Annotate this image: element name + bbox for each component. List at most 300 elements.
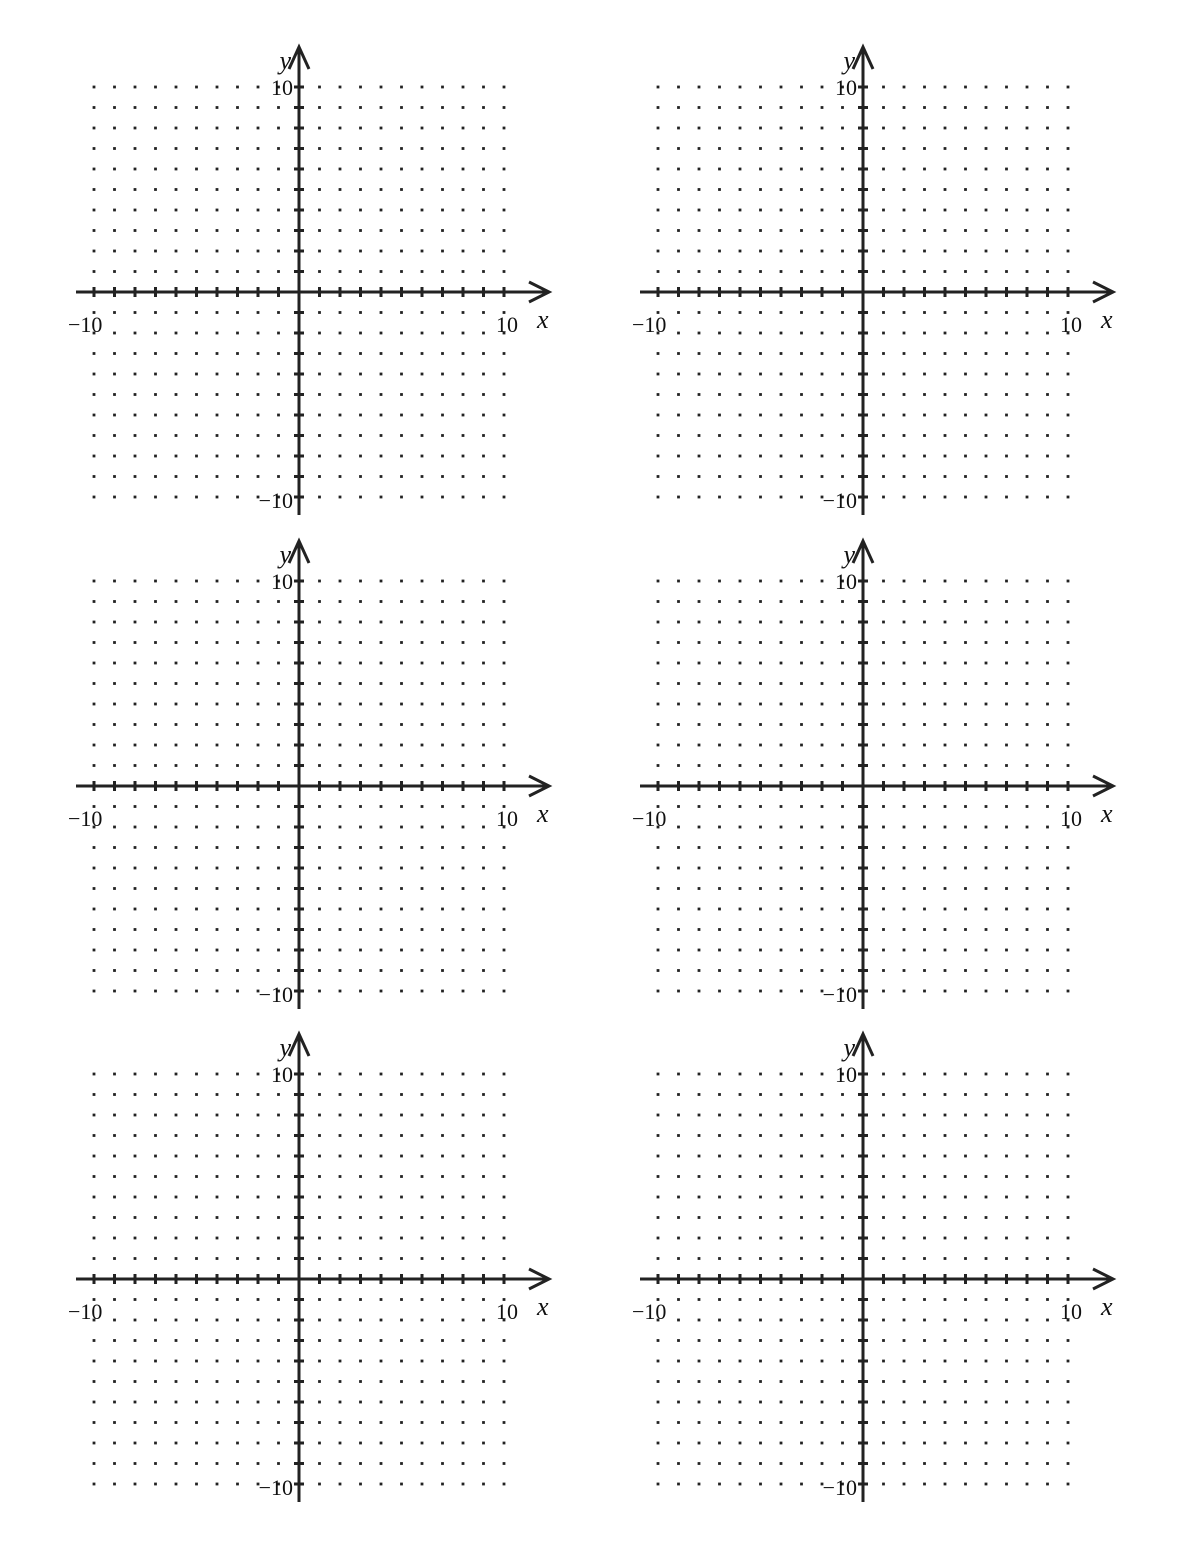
grid-dot — [821, 600, 824, 603]
grid-dot — [257, 1442, 260, 1445]
grid-dot — [318, 826, 321, 829]
grid-dot — [318, 270, 321, 273]
grid-dot — [698, 723, 701, 726]
grid-dot — [154, 1339, 157, 1342]
grid-dot — [882, 662, 885, 665]
grid-dot — [944, 1298, 947, 1301]
grid-dot — [944, 867, 947, 870]
grid-dot — [841, 1155, 844, 1158]
grid-dot — [359, 1319, 362, 1322]
grid-dot — [421, 1114, 424, 1117]
grid-dot — [380, 723, 383, 726]
grid-dot — [800, 1462, 803, 1465]
grid-dot — [780, 250, 783, 253]
grid-dot — [1026, 1298, 1029, 1301]
grid-dot — [462, 621, 465, 624]
grid-dot — [134, 1442, 137, 1445]
grid-dot — [903, 1114, 906, 1117]
grid-dot — [698, 1237, 701, 1240]
grid-dot — [944, 1216, 947, 1219]
grid-dot — [339, 641, 342, 644]
grid-dot — [964, 475, 967, 478]
grid-dot — [93, 1257, 96, 1260]
grid-dot — [277, 887, 280, 890]
grid-dot — [482, 969, 485, 972]
grid-dot — [1067, 580, 1070, 583]
grid-dot — [216, 600, 219, 603]
grid-dot — [1005, 188, 1008, 191]
grid-dot — [985, 744, 988, 747]
grid-dot — [759, 311, 762, 314]
grid-dot — [195, 332, 198, 335]
x-max-tick-label: 10 — [496, 806, 518, 831]
grid-dot — [657, 455, 660, 458]
grid-dot — [134, 1257, 137, 1260]
grid-dot — [318, 496, 321, 499]
grid-dot — [1067, 1237, 1070, 1240]
grid-dot — [718, 1360, 721, 1363]
grid-dot — [318, 1196, 321, 1199]
grid-dot — [503, 1093, 506, 1096]
grid-dot — [257, 662, 260, 665]
grid-dot — [216, 682, 219, 685]
grid-dot — [400, 168, 403, 171]
grid-dot — [964, 127, 967, 130]
grid-dot — [175, 475, 178, 478]
grid-dot — [800, 826, 803, 829]
grid-dot — [677, 662, 680, 665]
grid-dot — [482, 1339, 485, 1342]
grid-dot — [113, 1462, 116, 1465]
grid-dot — [841, 1196, 844, 1199]
grid-dot — [903, 600, 906, 603]
grid-dot — [923, 168, 926, 171]
grid-dot — [944, 887, 947, 890]
grid-dot — [841, 1339, 844, 1342]
grid-dot — [503, 580, 506, 583]
grid-dot — [657, 1155, 660, 1158]
grid-dot — [257, 475, 260, 478]
grid-dot — [1067, 270, 1070, 273]
grid-dot — [134, 332, 137, 335]
grid-dot — [257, 805, 260, 808]
grid-dot — [93, 1401, 96, 1404]
grid-dot — [1067, 949, 1070, 952]
x-axis-label: x — [537, 305, 549, 334]
grid-dot — [739, 188, 742, 191]
grid-dot — [277, 1196, 280, 1199]
grid-dot — [1026, 1483, 1029, 1486]
grid-dot — [380, 106, 383, 109]
grid-dot — [195, 168, 198, 171]
grid-dot — [821, 1298, 824, 1301]
grid-dot — [441, 1237, 444, 1240]
grid-dot — [318, 311, 321, 314]
grid-dot — [657, 1134, 660, 1137]
grid-dot — [400, 641, 403, 644]
grid-dot — [154, 1483, 157, 1486]
grid-dot — [441, 1073, 444, 1076]
grid-dot — [195, 1237, 198, 1240]
coordinate-grid-3 — [68, 540, 549, 1009]
grid-dot — [1026, 1155, 1029, 1158]
grid-dot — [698, 1114, 701, 1117]
grid-dot — [195, 723, 198, 726]
grid-dot — [1067, 1360, 1070, 1363]
grid-dot — [318, 1093, 321, 1096]
grid-dot — [113, 127, 116, 130]
grid-dot — [318, 86, 321, 89]
grid-dot — [1067, 229, 1070, 232]
grid-dot — [1067, 764, 1070, 767]
grid-dot — [821, 1380, 824, 1383]
grid-dot — [216, 168, 219, 171]
grid-dot — [739, 1421, 742, 1424]
grid-dot — [964, 147, 967, 150]
grid-dot — [195, 1339, 198, 1342]
grid-dot — [903, 1175, 906, 1178]
grid-dot — [1005, 311, 1008, 314]
grid-dot — [359, 928, 362, 931]
grid-dot — [113, 1216, 116, 1219]
grid-dot — [698, 352, 701, 355]
grid-dot — [441, 475, 444, 478]
grid-dot — [503, 641, 506, 644]
grid-dot — [154, 641, 157, 644]
grid-dot — [1067, 1401, 1070, 1404]
grid-dot — [154, 1073, 157, 1076]
grid-dot — [657, 580, 660, 583]
grid-dot — [421, 414, 424, 417]
grid-dot — [277, 682, 280, 685]
grid-dot — [441, 106, 444, 109]
grid-dot — [93, 496, 96, 499]
grid-dot — [339, 1380, 342, 1383]
grid-dot — [882, 1196, 885, 1199]
grid-dot — [698, 311, 701, 314]
grid-dot — [1067, 250, 1070, 253]
grid-dot — [113, 1298, 116, 1301]
grid-dot — [318, 887, 321, 890]
grid-dot — [1005, 682, 1008, 685]
grid-dot — [718, 1237, 721, 1240]
grid-dot — [462, 373, 465, 376]
grid-dot — [882, 188, 885, 191]
grid-dot — [503, 969, 506, 972]
grid-dot — [421, 1360, 424, 1363]
grid-dot — [677, 147, 680, 150]
grid-dot — [882, 703, 885, 706]
grid-dot — [154, 1462, 157, 1465]
grid-dot — [257, 209, 260, 212]
grid-dot — [339, 1483, 342, 1486]
grid-dot — [380, 887, 383, 890]
grid-dot — [677, 188, 680, 191]
grid-dot — [359, 867, 362, 870]
grid-dot — [421, 455, 424, 458]
grid-dot — [359, 1298, 362, 1301]
grid-dot — [318, 990, 321, 993]
grid-dot — [944, 764, 947, 767]
grid-dot — [841, 1319, 844, 1322]
grid-dot — [1046, 332, 1049, 335]
grid-dot — [739, 928, 742, 931]
grid-dot — [964, 662, 967, 665]
grid-dot — [903, 662, 906, 665]
grid-dot — [821, 928, 824, 931]
grid-dot — [985, 1401, 988, 1404]
grid-dot — [780, 188, 783, 191]
grid-dot — [441, 826, 444, 829]
grid-dot — [923, 393, 926, 396]
grid-dot — [339, 682, 342, 685]
grid-dot — [318, 662, 321, 665]
grid-dot — [882, 393, 885, 396]
grid-dot — [441, 1216, 444, 1219]
grid-dot — [903, 1339, 906, 1342]
grid-dot — [718, 475, 721, 478]
grid-dot — [277, 414, 280, 417]
grid-dot — [800, 928, 803, 931]
grid-dot — [503, 127, 506, 130]
grid-dot — [421, 373, 424, 376]
grid-dot — [1005, 393, 1008, 396]
grid-dot — [657, 1257, 660, 1260]
grid-dot — [339, 1401, 342, 1404]
grid-dot — [236, 1073, 239, 1076]
grid-dot — [882, 600, 885, 603]
grid-dot — [903, 1073, 906, 1076]
grid-dot — [657, 1483, 660, 1486]
grid-dot — [985, 86, 988, 89]
grid-dot — [657, 434, 660, 437]
grid-dot — [175, 1319, 178, 1322]
grid-dot — [821, 846, 824, 849]
grid-dot — [421, 908, 424, 911]
grid-dot — [216, 1360, 219, 1363]
grid-dot — [698, 373, 701, 376]
grid-dot — [882, 1237, 885, 1240]
grid-dot — [718, 1073, 721, 1076]
grid-dot — [154, 311, 157, 314]
grid-dot — [944, 744, 947, 747]
grid-dot — [739, 1175, 742, 1178]
grid-dot — [359, 949, 362, 952]
grid-dot — [93, 352, 96, 355]
grid-dot — [441, 621, 444, 624]
grid-dot — [339, 1134, 342, 1137]
grid-dot — [154, 352, 157, 355]
grid-dot — [277, 1114, 280, 1117]
grid-dot — [800, 352, 803, 355]
grid-dot — [944, 352, 947, 355]
grid-dot — [216, 147, 219, 150]
grid-dot — [257, 1319, 260, 1322]
grid-dot — [1005, 703, 1008, 706]
grid-dot — [154, 1380, 157, 1383]
grid-dot — [739, 908, 742, 911]
grid-dot — [882, 147, 885, 150]
grid-dot — [759, 1442, 762, 1445]
grid-dot — [134, 682, 137, 685]
grid-dot — [113, 682, 116, 685]
y-axis-label: y — [279, 1033, 291, 1062]
grid-dot — [236, 106, 239, 109]
grid-dot — [462, 1298, 465, 1301]
grid-dot — [421, 496, 424, 499]
grid-dot — [441, 188, 444, 191]
grid-dot — [944, 703, 947, 706]
grid-dot — [985, 209, 988, 212]
grid-dot — [380, 805, 383, 808]
grid-dot — [1046, 990, 1049, 993]
grid-dot — [1005, 621, 1008, 624]
grid-dot — [236, 703, 239, 706]
grid-dot — [134, 188, 137, 191]
grid-dot — [134, 908, 137, 911]
grid-dot — [421, 1442, 424, 1445]
grid-dot — [841, 846, 844, 849]
grid-dot — [1026, 1134, 1029, 1137]
grid-dot — [944, 250, 947, 253]
grid-dot — [113, 600, 116, 603]
grid-dot — [482, 908, 485, 911]
grid-dot — [923, 475, 926, 478]
grid-dot — [759, 1196, 762, 1199]
grid-dot — [400, 764, 403, 767]
grid-dot — [339, 127, 342, 130]
grid-dot — [482, 311, 485, 314]
grid-dot — [882, 1155, 885, 1158]
grid-dot — [657, 764, 660, 767]
grid-dot — [944, 580, 947, 583]
grid-dot — [739, 1257, 742, 1260]
grid-dot — [903, 1257, 906, 1260]
grid-dot — [400, 723, 403, 726]
grid-dot — [780, 496, 783, 499]
grid-dot — [800, 949, 803, 952]
grid-dot — [257, 1462, 260, 1465]
grid-dot — [236, 1442, 239, 1445]
grid-dot — [482, 250, 485, 253]
grid-dot — [1046, 703, 1049, 706]
grid-dot — [944, 209, 947, 212]
grid-dot — [195, 662, 198, 665]
grid-dot — [882, 846, 885, 849]
grid-dot — [93, 1196, 96, 1199]
grid-dot — [1046, 1114, 1049, 1117]
grid-dot — [1067, 641, 1070, 644]
grid-dot — [1067, 846, 1070, 849]
grid-dot — [400, 1462, 403, 1465]
grid-dot — [780, 1114, 783, 1117]
grid-dot — [985, 106, 988, 109]
grid-dot — [359, 1360, 362, 1363]
grid-dot — [503, 475, 506, 478]
grid-dot — [441, 455, 444, 458]
grid-dot — [175, 867, 178, 870]
grid-dot — [964, 1134, 967, 1137]
grid-dot — [1046, 969, 1049, 972]
grid-dot — [482, 373, 485, 376]
grid-dot — [1046, 1298, 1049, 1301]
grid-dot — [780, 1298, 783, 1301]
grid-dot — [718, 826, 721, 829]
grid-dot — [964, 621, 967, 624]
grid-dot — [154, 434, 157, 437]
grid-dot — [236, 1257, 239, 1260]
grid-dot — [821, 969, 824, 972]
grid-dot — [482, 496, 485, 499]
grid-dot — [154, 682, 157, 685]
grid-dot — [718, 1175, 721, 1178]
grid-dot — [134, 1175, 137, 1178]
grid-dot — [698, 662, 701, 665]
grid-dot — [339, 1257, 342, 1260]
grid-dot — [923, 846, 926, 849]
grid-dot — [923, 723, 926, 726]
grid-dot — [93, 127, 96, 130]
grid-dot — [216, 373, 219, 376]
grid-dot — [882, 496, 885, 499]
grid-dot — [923, 600, 926, 603]
grid-dot — [739, 1155, 742, 1158]
grid-dot — [400, 1237, 403, 1240]
grid-dot — [154, 805, 157, 808]
grid-dot — [882, 723, 885, 726]
grid-dot — [759, 229, 762, 232]
grid-dot — [359, 1196, 362, 1199]
grid-dot — [257, 908, 260, 911]
grid-dot — [339, 990, 342, 993]
grid-dot — [195, 641, 198, 644]
grid-dot — [359, 250, 362, 253]
grid-dot — [698, 1216, 701, 1219]
grid-dot — [462, 744, 465, 747]
grid-dot — [1046, 168, 1049, 171]
grid-dot — [821, 106, 824, 109]
grid-dot — [985, 475, 988, 478]
grid-dot — [759, 1257, 762, 1260]
grid-dot — [154, 1401, 157, 1404]
grid-dot — [400, 662, 403, 665]
grid-dot — [800, 867, 803, 870]
grid-dot — [985, 1442, 988, 1445]
grid-dot — [985, 1360, 988, 1363]
grid-dot — [380, 1401, 383, 1404]
grid-dot — [800, 1175, 803, 1178]
grid-dot — [257, 1360, 260, 1363]
grid-dot — [175, 1175, 178, 1178]
grid-dot — [175, 744, 178, 747]
grid-dot — [698, 1462, 701, 1465]
grid-dot — [821, 332, 824, 335]
grid-dot — [359, 580, 362, 583]
grid-dot — [1005, 373, 1008, 376]
grid-dot — [339, 311, 342, 314]
grid-dot — [503, 600, 506, 603]
grid-dot — [154, 106, 157, 109]
grid-dot — [1005, 1421, 1008, 1424]
grid-dot — [175, 455, 178, 458]
grid-dot — [800, 188, 803, 191]
grid-dot — [841, 600, 844, 603]
grid-dot — [380, 969, 383, 972]
grid-dot — [93, 723, 96, 726]
grid-dot — [195, 188, 198, 191]
grid-dot — [359, 1421, 362, 1424]
grid-dot — [359, 703, 362, 706]
